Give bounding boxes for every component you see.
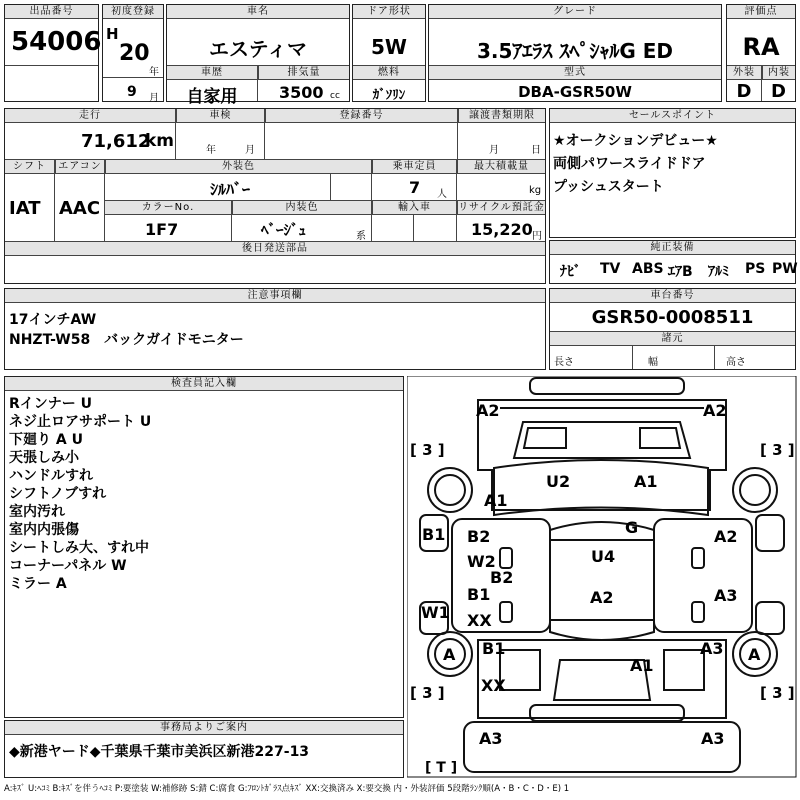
first-registration-box: [102, 4, 164, 102]
later-parts-label: 後日発送部品: [5, 242, 545, 256]
length-label: 長さ: [554, 357, 574, 368]
door-label: ドア形状: [353, 5, 425, 19]
load-unit: kg: [529, 185, 542, 196]
ext-score: D: [736, 81, 752, 102]
inspector-line-2: ネジ止ロアサポート U: [9, 414, 152, 430]
era: H: [106, 25, 119, 43]
recycle-label: リサイクル預託金: [458, 202, 545, 213]
legend: A:ｷｽﾞ U:ﾍｺﾐ B:ｷｽﾞを伴うﾍｺﾐ P:要塗装 W:補修跡 S:錆 C:腐食 G:ﾌﾛﾝﾄｶﾞﾗｽ点ｷｽﾞ XX:交換済み X:要交換 内・外装評価 5段階ﾗﾝｸ順(A・B・C・D・E) 1: [4, 784, 570, 794]
color-no: 1F7: [145, 220, 179, 239]
lot-number-label: 出品番号: [5, 5, 98, 19]
deadline-month-unit: 月: [489, 145, 499, 156]
mark-right-a3: A3: [714, 586, 738, 605]
grade-box: [428, 4, 722, 102]
inspector-line-8: 室内内張傷: [9, 522, 79, 538]
ext-label: 外装: [727, 66, 761, 80]
equipment-abs: ABS: [632, 261, 664, 277]
mark-front-left: A2: [476, 401, 500, 420]
inspector-line-4: 天張しみ小: [9, 450, 79, 466]
seats-label: 乗車定員: [372, 160, 456, 174]
mark-g: G: [625, 518, 639, 537]
car-name-box: [166, 4, 350, 107]
int-color-label: 内装色: [232, 201, 371, 215]
sales-line-1: ★オークションデビュー★: [553, 133, 718, 149]
shift: IAT: [9, 198, 41, 219]
door-type: 5W: [371, 35, 407, 59]
inspection-month-unit: 月: [245, 145, 255, 156]
recycle-unit: 円: [532, 231, 542, 242]
int-label: 内装: [762, 66, 795, 80]
sales-line-2: 両側パワースライドドア: [553, 156, 706, 172]
car-name: エスティマ: [209, 37, 307, 61]
office-label: 事務局よりご案内: [5, 721, 403, 735]
recycle: 15,220: [471, 220, 533, 239]
ac-label: エアコン: [55, 160, 104, 174]
inspector-box: [4, 376, 404, 718]
fuel-label: 燃料: [353, 66, 425, 80]
mark-side-b1: B1: [422, 525, 446, 544]
inspection-label: 車検: [176, 109, 264, 123]
equipment-ps: PS: [745, 261, 766, 277]
grade-label: グレード: [429, 5, 721, 19]
mileage-unit: km: [145, 131, 175, 151]
door-box: [352, 4, 426, 102]
mark-left-xx: XX: [467, 611, 492, 630]
score: RA: [742, 33, 780, 61]
equipment-box: [549, 240, 796, 284]
inspector-label: 検査員記入欄: [5, 377, 403, 391]
inspection-year-unit: 年: [206, 145, 216, 156]
load-label: 最大積載量: [457, 160, 545, 174]
reg-year: 20: [119, 41, 150, 66]
first-registration-label: 初度登録: [103, 5, 163, 19]
inspector-line-9: シートしみ大、すれ中: [9, 540, 149, 556]
month-unit: 月: [149, 93, 159, 104]
lot-number: 54006: [11, 27, 102, 57]
model: DBA-GSR50W: [518, 83, 632, 101]
history: 自家用: [186, 87, 238, 107]
displacement: 3500: [279, 83, 324, 102]
mark-hood-left: A1: [484, 491, 508, 510]
ac: AAC: [59, 198, 101, 219]
equipment-pw: PW: [772, 261, 798, 277]
inspector-line-7: 室内汚れ: [9, 504, 65, 520]
lot-number-box: [4, 4, 102, 102]
tire-front-right: [ 3 ]: [760, 441, 795, 459]
mark-rear-xx: XX: [481, 676, 506, 695]
specs-box: [4, 108, 546, 284]
notes-box: [4, 288, 546, 370]
mark-door-b2: B2: [467, 527, 491, 546]
mark-rear-a3: A3: [700, 639, 724, 658]
mark-bumper-left: A3: [479, 729, 503, 748]
fuel: ｶﾞｿﾘﾝ: [372, 88, 406, 103]
mark-rear-b1: B1: [482, 639, 506, 658]
tire-front-left: [ 3 ]: [410, 441, 445, 459]
ext-color-label: 外装色: [105, 160, 371, 174]
year-unit: 年: [149, 67, 159, 78]
mark-left-b1: B1: [467, 585, 491, 604]
equipment-alloy: ｱﾙﾐ: [708, 264, 729, 280]
spare-tire: [ T ]: [425, 760, 458, 776]
int-color-suffix: 系: [356, 231, 366, 242]
damage-diagram: [407, 376, 797, 778]
width-label: 幅: [648, 357, 658, 368]
equipment-navi: ﾅﾋﾞ: [560, 264, 581, 280]
history-label: 車歴: [167, 66, 257, 80]
mark-wheel-right: A: [748, 645, 761, 664]
displacement-label: 排気量: [258, 66, 349, 80]
office-text: ◆新港ヤード◆千葉県千葉市美浜区新港227-13: [9, 744, 310, 760]
sales-line-3: プッシュスタート: [553, 179, 664, 195]
sales-point-label: セールスポイント: [550, 109, 795, 123]
equipment-tv: TV: [600, 261, 621, 277]
mark-wheel-left: A: [443, 645, 456, 664]
model-label: 型式: [429, 66, 721, 80]
inspector-line-6: シフトノブすれ: [9, 486, 107, 502]
score-box: [726, 4, 796, 102]
deadline-day-unit: 日: [531, 145, 541, 156]
reg-month: 9: [127, 84, 137, 100]
notes-label: 注意事項欄: [5, 289, 545, 303]
inspector-line-10: コーナーパネル W: [9, 558, 127, 574]
inspector-line-3: 下廻り A U: [9, 432, 83, 448]
inspector-line-11: ミラー A: [9, 576, 67, 592]
equipment-label: 純正装備: [550, 241, 795, 255]
score-label: 評価点: [727, 5, 795, 19]
mileage: 71,612: [81, 131, 151, 152]
mark-right-a2: A2: [714, 527, 738, 546]
mark-roof-u4: U4: [591, 547, 616, 566]
regno-label: 登録番号: [265, 109, 457, 123]
inspector-line-1: Rインナー U: [9, 396, 93, 412]
chassis-label: 車台番号: [550, 289, 795, 303]
chassis-box: [549, 288, 796, 370]
inspector-line-5: ハンドルすれ: [9, 468, 93, 484]
deadline-label: 譲渡書類期限: [458, 109, 545, 123]
cc-unit: cc: [330, 91, 340, 101]
mark-pillar-b2: B2: [490, 568, 514, 587]
mark-rear-a1: A1: [630, 656, 654, 675]
equipment-airbag: ｴｱB: [668, 264, 693, 280]
mark-bumper-right: A3: [701, 729, 725, 748]
chassis-number: GSR50-0008511: [591, 307, 754, 328]
ext-color: ｼﾙﾊﾞｰ: [209, 180, 250, 199]
mark-door-w2: W2: [467, 552, 496, 571]
mark-roof-u2: U2: [546, 472, 571, 491]
mileage-label: 走行: [5, 109, 175, 123]
mark-center-a2: A2: [590, 588, 614, 607]
int-score: D: [771, 81, 786, 102]
int-color: ﾍﾞｰｼﾞｭ: [261, 221, 307, 239]
tire-rear-left: [ 3 ]: [410, 684, 445, 702]
shift-label: シフト: [5, 160, 54, 174]
sales-point-box: [549, 108, 796, 238]
notes-line-2: NHZT-W58 バックガイドモニター: [9, 332, 244, 348]
seats: 7: [409, 178, 421, 197]
notes-line-1: 17インチAW: [9, 312, 97, 328]
tire-rear-right: [ 3 ]: [760, 684, 795, 702]
office-box: [4, 720, 404, 778]
mark-roof-a1: A1: [634, 472, 658, 491]
mark-w1: W1: [421, 603, 450, 622]
import-label: 輸入車: [372, 201, 456, 215]
grade: 3.5ｱｴﾗｽ ｽﾍﾟｼｬﾙG ED: [476, 39, 674, 63]
color-no-label: カラーNo.: [105, 201, 231, 215]
car-name-label: 車名: [167, 5, 349, 19]
seats-unit: 人: [437, 189, 447, 200]
height-label: 高さ: [726, 357, 746, 368]
dims-label: 諸元: [550, 332, 795, 346]
mark-front-right: A2: [703, 401, 727, 420]
